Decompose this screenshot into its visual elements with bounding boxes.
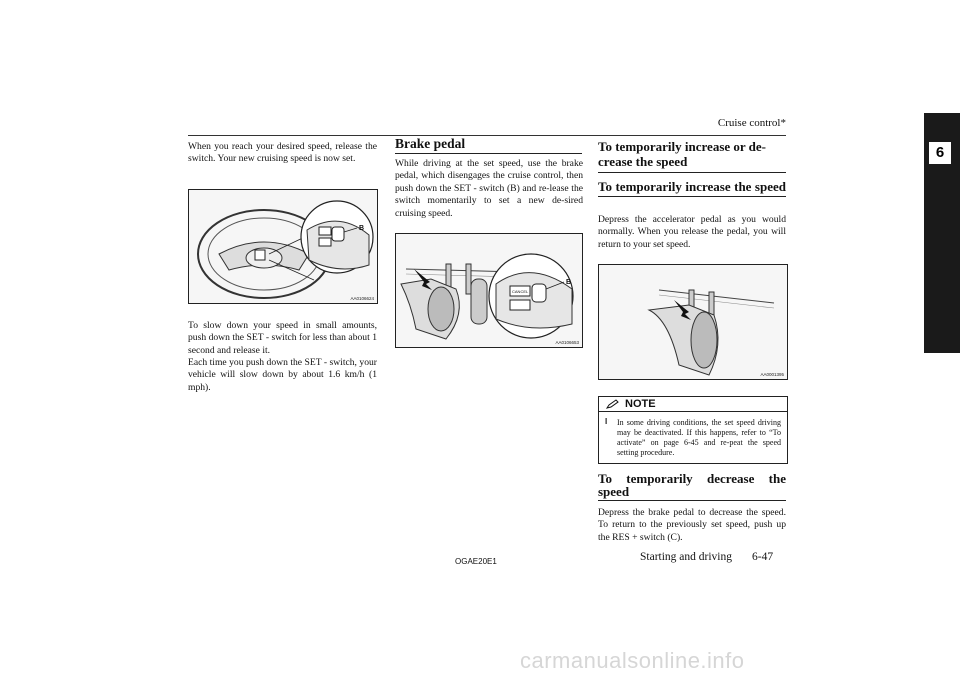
heading-temporarily-increase-decrease: To temporarily increase or de-crease the speed: [598, 139, 786, 173]
note-bullet: l: [605, 417, 608, 426]
figure2-callout: B: [566, 279, 572, 286]
footer-section: Starting and driving: [640, 551, 732, 563]
steering-wheel-illustration: [189, 190, 377, 303]
page-number: 6-47: [752, 551, 774, 563]
figure3-id: AA0001395: [760, 372, 784, 377]
heading-brake-pedal: Brake pedal: [395, 137, 582, 154]
figure-brake-pedal: [395, 233, 583, 348]
note-pen-icon: [606, 399, 620, 409]
running-header: Cruise control*: [717, 117, 786, 129]
figure1-callout: B: [359, 225, 365, 232]
col3-para1: Depress the accelerator pedal as you would normally. When you release the pedal, you will return to your set speed.: [598, 214, 786, 250]
figure2-id: AA0106653: [555, 340, 579, 345]
header-rule: [188, 135, 786, 136]
col1-para3: Each time you push down the SET - switch, your vehicle will slow down by about 1.6 km/h (1 mph).: [188, 357, 377, 393]
note-box: [598, 396, 788, 464]
note-header: [599, 397, 787, 412]
figure-accelerator-pedal: [598, 264, 788, 380]
brake-pedal-illustration: [396, 234, 582, 347]
subheading-decrease: To temporarily decrease the speed: [598, 473, 786, 501]
note-title: NOTE: [625, 398, 656, 410]
figure-steering-wheel: [188, 189, 378, 304]
figure1-id: AA0106624: [350, 296, 374, 301]
note-text: In some driving conditions, the set speed driving may be deactivated. If this happens, refer to “To activate” on page 6-45 and re-peat the speed setting procedure.: [617, 418, 781, 457]
subheading-increase: To temporarily increase the speed: [598, 181, 786, 197]
col2-para1: While driving at the set speed, use the brake pedal, which disengages the cruise control, then push down the SET - switch (B) and re-lease the switch momentarily to set a new de-sired cruising speed.: [395, 158, 583, 219]
watermark: carmanualsonline.info: [520, 648, 745, 673]
col1-para2: To slow down your speed in small amounts, push down the SET - switch for less than about 1 second and release it.: [188, 320, 377, 356]
col3-para2: Depress the brake pedal to decrease the speed. To return to the previously set speed, push up the RES + switch (C).: [598, 507, 786, 543]
accelerator-pedal-illustration: [599, 265, 787, 379]
cancel-label: CANCEL: [512, 289, 529, 294]
col1-para1: When you reach your desired speed, release the switch. Your new cruising speed is now set.: [188, 141, 377, 165]
chapter-tab-number: 6: [929, 142, 951, 164]
footer-code: OGAE20E1: [455, 557, 497, 566]
